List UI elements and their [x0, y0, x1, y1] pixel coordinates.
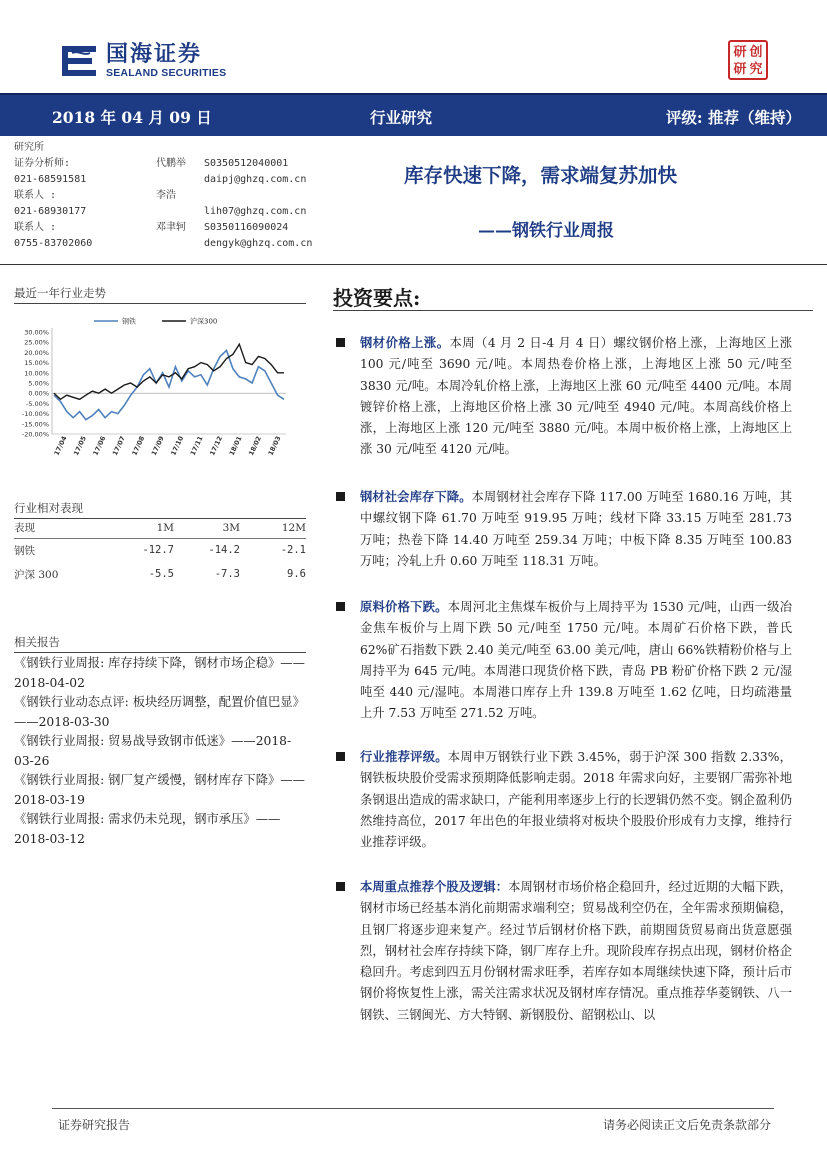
brand-name-en: SEALAND SECURITIES: [106, 66, 227, 79]
invest-point: [336, 596, 792, 725]
invest-point-body: 本周钢材市场价格企稳回升，经过近期的大幅下跌，钢材市场已经基本消化前期需求端利空；贸易战利空仍在，全年需求预期偏稳，且钢厂将逐步迎来复产。经过节后钢材价格下跌，前期囤货贸易商出货意愿强烈，钢材社会库存持续下降，钢厂库存上升。现阶段库存拐点出现，钢材价格企稳回升。考虑到四五月份钢材需求旺季，若库存如本周继续快速下降，预计后市钢价将恢复性上涨，需关注需求状况及钢材库存情况。重点推荐华菱钢铁、八一钢铁、三钢闽光、方大特钢、新钢股份、韶钢松山、以: [360, 880, 792, 1022]
invest-point: [336, 746, 792, 853]
series-line-csi300: [54, 344, 284, 399]
invest-point-head: 行业推荐评级。: [360, 749, 448, 764]
performance-cell: 9.6: [287, 568, 306, 580]
y-tick-label: -5.00%: [26, 399, 49, 408]
performance-cell: -7.3: [214, 568, 240, 580]
x-tick-label: 17/07: [110, 434, 127, 457]
related-report-link[interactable]: 《钢铁行业动态点评: 板块经历调整，配置价值巴显》——2018-03-30: [14, 695, 305, 729]
analyst-cell: 李浩: [156, 190, 176, 201]
analyst-cell: 代鹏举: [156, 158, 186, 169]
seal-char: 创: [749, 45, 763, 60]
report-type: 行业研究: [370, 108, 433, 127]
y-tick-label: -10.00%: [21, 410, 49, 419]
analyst-cell: 研究所: [14, 142, 44, 153]
performance-cell: -2.1: [280, 544, 306, 557]
analyst-cell: daipj@ghzq.com.cn: [204, 174, 307, 185]
sealand-logo-icon: [58, 40, 100, 82]
performance-cell: -12.7: [142, 544, 174, 557]
invest-point-text: [360, 876, 792, 1026]
invest-point-body: 本周申万钢铁行业下跌 3.45%，弱于沪深 300 指数 2.33%，钢铁板块股价受需求预期降低影响走弱。2018 年需求向好，主要钢厂需弥补地条钢退出造成的需求缺口，产能利用率逐步上行的长逻辑仍然不变。钢企盈利仍然维持高位，2017 年出色的年报业绩将对板块个股股价形成有力支撑，维持行业推荐评级。: [360, 750, 792, 850]
analyst-cell: 联系人 :: [14, 190, 57, 201]
bullet-square-icon: [336, 492, 345, 501]
header-band: [0, 93, 827, 136]
report-rating: 评级: 推荐（维持）: [665, 108, 801, 127]
y-tick-label: 30.00%: [24, 328, 49, 337]
y-tick-label: 0.00%: [28, 389, 49, 398]
research-seal-icon: [728, 40, 768, 80]
y-tick-label: 15.00%: [24, 359, 49, 368]
performance-heading: 行业相对表现: [14, 501, 83, 515]
x-tick-label: 18/03: [266, 434, 283, 457]
x-tick-label: 17/04: [52, 434, 69, 457]
invest-point: [336, 876, 792, 1026]
analyst-cell: S0350512040001: [204, 158, 289, 169]
performance-header-cell: 1M: [114, 518, 174, 538]
x-tick-label: 17/05: [72, 434, 88, 457]
divider: [14, 652, 306, 653]
related-report-link[interactable]: 《钢铁行业周报: 贸易战导致钢市低迷》——2018-03-26: [14, 734, 292, 768]
divider: [14, 303, 306, 304]
invest-point: [336, 486, 792, 572]
performance-cell: -5.5: [148, 568, 174, 580]
y-tick-label: 5.00%: [28, 379, 49, 388]
invest-point-head: 本周重点推荐个股及逻辑：: [360, 879, 509, 894]
x-tick-label: 18/02: [247, 434, 264, 457]
table-row: [14, 562, 306, 586]
analyst-cell: 邓聿轲: [156, 222, 186, 233]
related-report-link[interactable]: 《钢铁行业周报: 库存持续下降，钢材市场企稳》——2018-04-02: [14, 656, 305, 690]
legend-label: 钢铁: [122, 317, 136, 326]
y-tick-label: -15.00%: [21, 420, 49, 429]
performance-cell: -14.2: [208, 544, 240, 557]
x-tick-label: 18/01: [227, 434, 244, 457]
related-reports-list: [14, 654, 310, 849]
x-tick-label: 17/06: [91, 434, 108, 457]
seal-char: 究: [749, 62, 763, 77]
table-row: [14, 538, 306, 562]
invest-point-text: [360, 746, 792, 853]
analyst-cell: 021-68930177: [14, 206, 87, 217]
legend-label: 沪深300: [190, 317, 218, 326]
x-tick-label: 17/09: [149, 434, 166, 457]
invest-point-head: 钢材价格上涨。: [360, 335, 450, 350]
series-line-steel: [54, 350, 284, 419]
y-tick-label: -20.00%: [21, 430, 49, 439]
x-tick-label: 17/10: [169, 434, 186, 457]
x-tick-label: 17/08: [130, 434, 147, 457]
related-report-link[interactable]: 《钢铁行业周报: 钢厂复产缓慢，钢材库存下降》——2018-03-19: [14, 773, 305, 807]
invest-point-head: 原料价格下跌。: [360, 599, 448, 614]
brand-name-cn: 国海证券: [106, 41, 203, 67]
report-subtitle: ——钢铁行业周报: [478, 221, 614, 241]
performance-header-cell: 3M: [174, 518, 240, 538]
analyst-cell: S0350116090024: [204, 222, 289, 233]
analyst-cell: 证券分析师:: [14, 158, 71, 169]
divider: [333, 310, 813, 311]
bullet-square-icon: [336, 338, 345, 347]
y-tick-label: 25.00%: [24, 338, 49, 347]
y-tick-label: 10.00%: [24, 369, 49, 378]
y-tick-label: 20.00%: [24, 348, 49, 357]
performance-cell: 钢铁: [14, 544, 35, 557]
performance-header-cell: 12M: [240, 518, 306, 538]
analyst-cell: 021-68591581: [14, 174, 87, 185]
performance-header-cell: 表现: [14, 518, 114, 538]
bullet-square-icon: [336, 882, 345, 891]
company-logo: [58, 40, 226, 82]
invest-point-head: 钢材社会库存下降。: [360, 489, 472, 504]
divider: [0, 264, 827, 265]
report-date: 2018 年 04 月 09 日: [52, 108, 212, 127]
seal-char: 研: [733, 45, 747, 60]
invest-point-body: 本周河北主焦煤车板价与上周持平为 1530 元/吨，山西一级冶金焦车板价与上周下跌 50 元/吨至 1750 元/吨。本周矿石价格下跌，普氏 62%矿石指数下跌 2.40 美元/吨至 63.00 美元/吨，唐山 66%铁精粉价格与上周持平为 645 元/吨。本周港口现货价格下跌，青岛 PB 粉矿价格下跌 2 元/湿吨至 440 元/湿吨。本周港口库存上升 139.8 万吨至 1.62 亿吨，日均疏港量上升 7.53 万吨至 271.52 万吨。: [360, 600, 792, 721]
industry-trend-chart: [14, 312, 304, 472]
invest-point-text: [360, 332, 792, 461]
performance-header-row: [14, 518, 306, 538]
analyst-cell: 联系人 :: [14, 222, 57, 233]
trend-heading: 最近一年行业走势: [14, 286, 106, 300]
invest-point: [336, 332, 792, 461]
related-report-link[interactable]: 《钢铁行业周报: 需求仍未兑现，钢市承压》——2018-03-12: [14, 812, 281, 846]
invest-point-body: 本周钢材社会库存下降 117.00 万吨至 1680.16 万吨，其中螺纹钢下降 61.70 万吨至 919.95 万吨；线材下降 33.15 万吨至 281.73 万吨；热卷下降 14.40 万吨至 259.34 万吨；中板下降 8.35 万吨至 100.83 万吨；冷轧上升 0.60 万吨至 118.31 万吨。: [360, 490, 792, 568]
footer-divider: [52, 1108, 774, 1109]
footer-disclaimer: 请务必阅读正文后免责条款部分: [602, 1118, 771, 1132]
invest-point-text: [360, 486, 792, 572]
x-tick-label: 17/12: [208, 434, 225, 457]
x-tick-label: 17/11: [188, 434, 205, 457]
analyst-cell: lih07@ghzq.com.cn: [204, 206, 307, 217]
performance-cell: 沪深 300: [14, 568, 59, 581]
analyst-cell: dengyk@ghzq.com.cn: [204, 238, 313, 249]
report-title: 库存快速下降，需求端复苏加快: [404, 164, 678, 187]
performance-table: [14, 518, 306, 586]
invest-title: 投资要点:: [333, 286, 421, 310]
analyst-cell: 0755-83702060: [14, 238, 93, 249]
invest-point-text: [360, 596, 792, 725]
reports-heading: 相关报告: [14, 635, 60, 649]
invest-point-body: 本周（4 月 2 日-4 月 4 日）螺纹钢价格上涨，上海地区上涨 100 元/吨至 3690 元/吨。本周热卷价格上涨，上海地区上涨 50 元/吨至 3830 元/吨。本周冷轧价格上涨，上海地区上涨 60 元/吨至 4400 元/吨。本周镀锌价格上涨，上海地区价格上涨 30 元/吨至 4940 元/吨。本周高线价格上涨，上海地区上涨 120 元/吨至 3880 元/吨。本周中板价格上涨，上海地区上涨 30 元/吨至 4120 元/吨。: [360, 336, 792, 457]
seal-char: 研: [733, 62, 747, 77]
bullet-square-icon: [336, 602, 345, 611]
bullet-square-icon: [336, 752, 345, 761]
footer-left: 证券研究报告: [58, 1118, 131, 1132]
